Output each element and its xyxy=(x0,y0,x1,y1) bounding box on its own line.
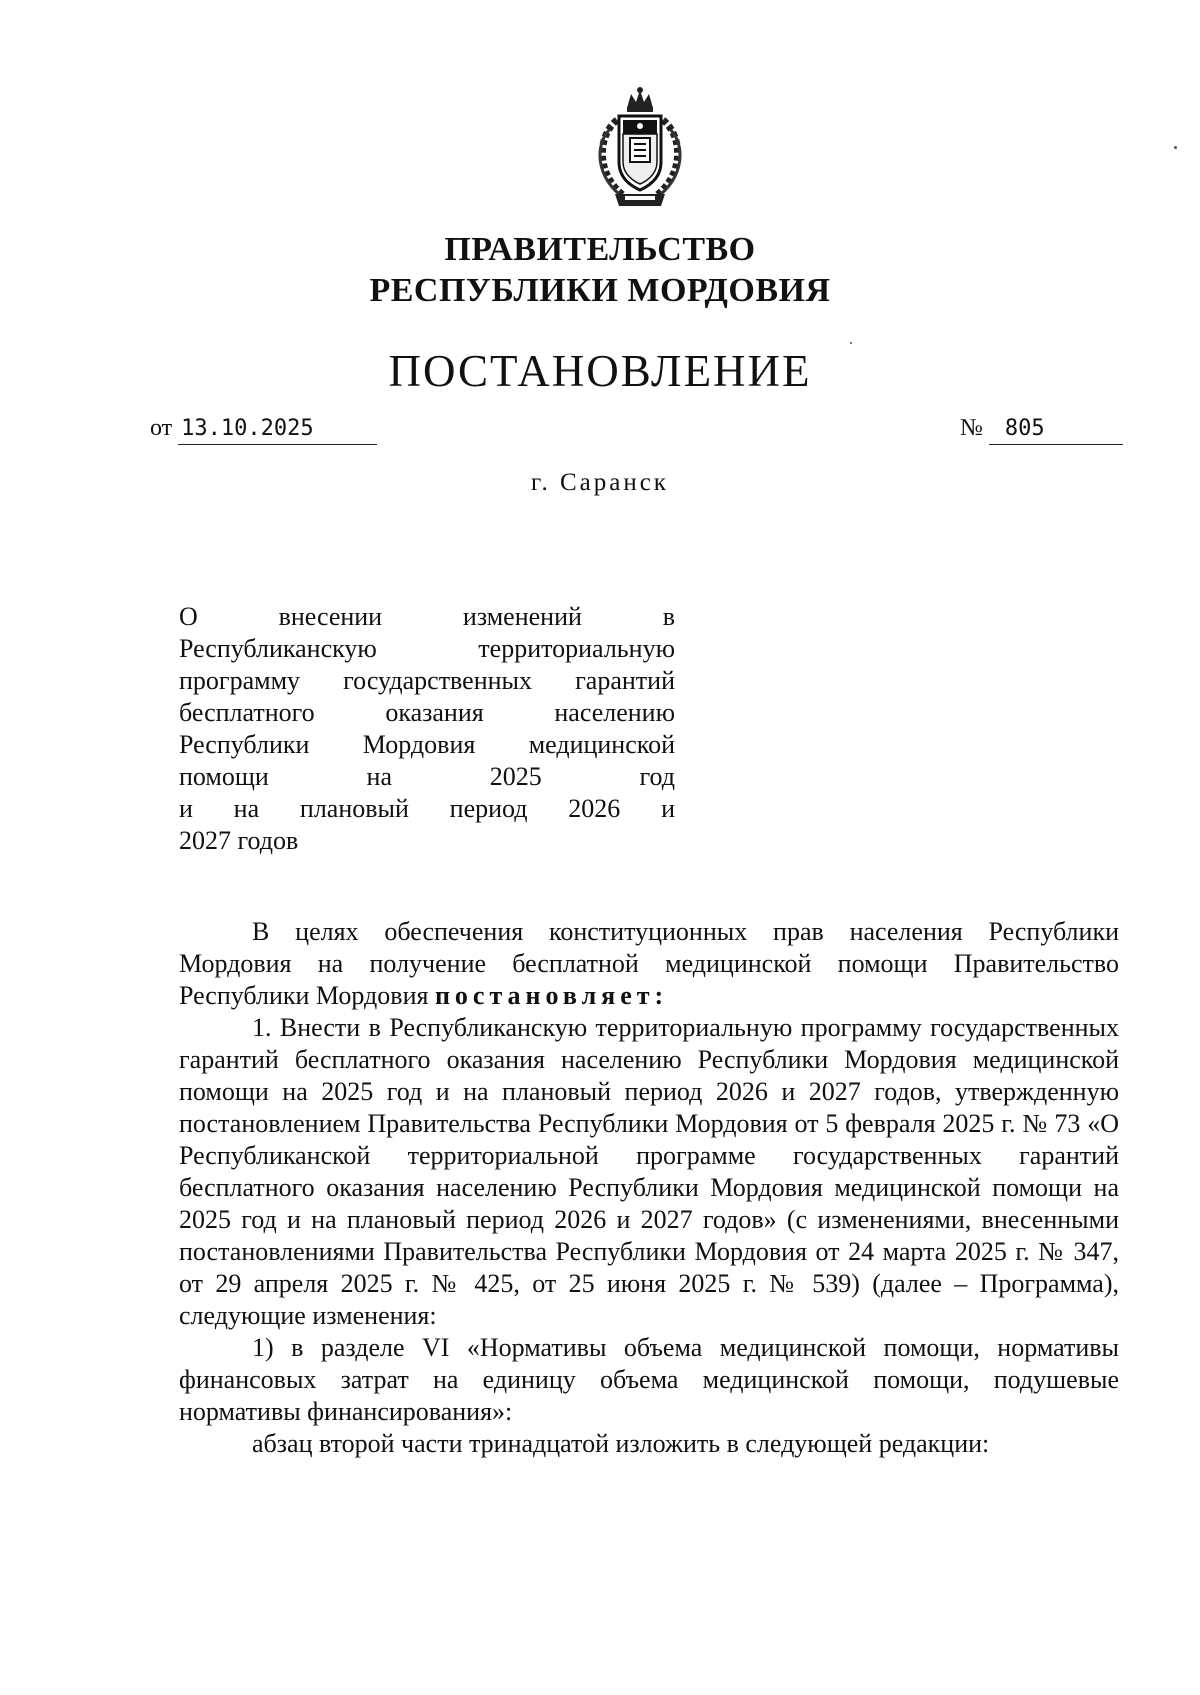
subject-line: и на плановый период 2026 и xyxy=(179,794,675,823)
city-line: г. Саранск xyxy=(531,469,669,496)
subitem-1-paragraph: 1) в разделе VI «Нормативы объема медицинской помощи, нормативы финансовых затрат на единицу объема медицинской помощи, подушевые нормативы финансирования»: xyxy=(179,1333,1119,1426)
organization-name-line1: ПРАВИТЕЛЬСТВО xyxy=(444,231,756,268)
subject-line: бесплатного оказания населению xyxy=(179,698,675,727)
preamble-paragraph xyxy=(179,916,1119,1012)
resolves-keyword: постановляет: xyxy=(434,981,669,1010)
date-prefix: от xyxy=(150,415,173,441)
subitem-1-a-paragraph: абзац второй части тринадцатой изложить в следующей редакции: xyxy=(252,1429,990,1458)
scan-speck xyxy=(1174,146,1177,149)
subject-line: 2027 годов xyxy=(179,826,299,855)
coat-of-arms-icon xyxy=(587,86,693,214)
number-field xyxy=(960,413,1123,445)
document-number: 805 xyxy=(989,414,1123,445)
subject-line: О внесении изменений в xyxy=(179,602,675,631)
scan-speck xyxy=(850,342,852,344)
document-body xyxy=(179,916,1119,1460)
subject-line: помощи на 2025 год xyxy=(179,762,675,791)
number-prefix: № xyxy=(960,415,983,441)
subject-line: программу государственных гарантий xyxy=(179,666,675,695)
document-type-title: ПОСТАНОВЛЕНИЕ xyxy=(388,346,812,396)
preamble-text: В целях обеспечения конституционных прав населения Республики Мордовия на получение бесплатной медицинской помощи Правительство Республики Мордовия xyxy=(179,917,1119,1010)
document-subject xyxy=(179,601,675,857)
subject-line: Республиканскую территориальную xyxy=(179,634,675,663)
subject-line: Республики Мордовия медицинской xyxy=(179,730,675,759)
organization-name-line2: РЕСПУБЛИКИ МОРДОВИЯ xyxy=(369,272,831,309)
date-field xyxy=(150,413,377,445)
item-1-paragraph: 1. Внести в Республиканскую территориальную программу государственных гарантий бесплатного оказания населению Республики Мордовия медицинской помощи на 2025 год и на плановый период 2026 и 2027 годов, утвержденную постановлением Правительства Республики Мордовия от 5 февраля 2025 г. № 73 «О Республиканской территориальной программе государственных гарантий бесплатного оказания населению Республики Мордовия медицинской помощи на 2025 год и на плановый период 2026 и 2027 годов» (с изменениями, внесенными постановлениями Правительства Республики Мордовия от 24 марта 2025 г. № 347, от 29 апреля 2025 г. № 425, от 25 июня 2025 г. № 539) (далее – Программа), следующие изменения: xyxy=(179,1013,1119,1330)
document-date: 13.10.2025 xyxy=(178,414,377,445)
